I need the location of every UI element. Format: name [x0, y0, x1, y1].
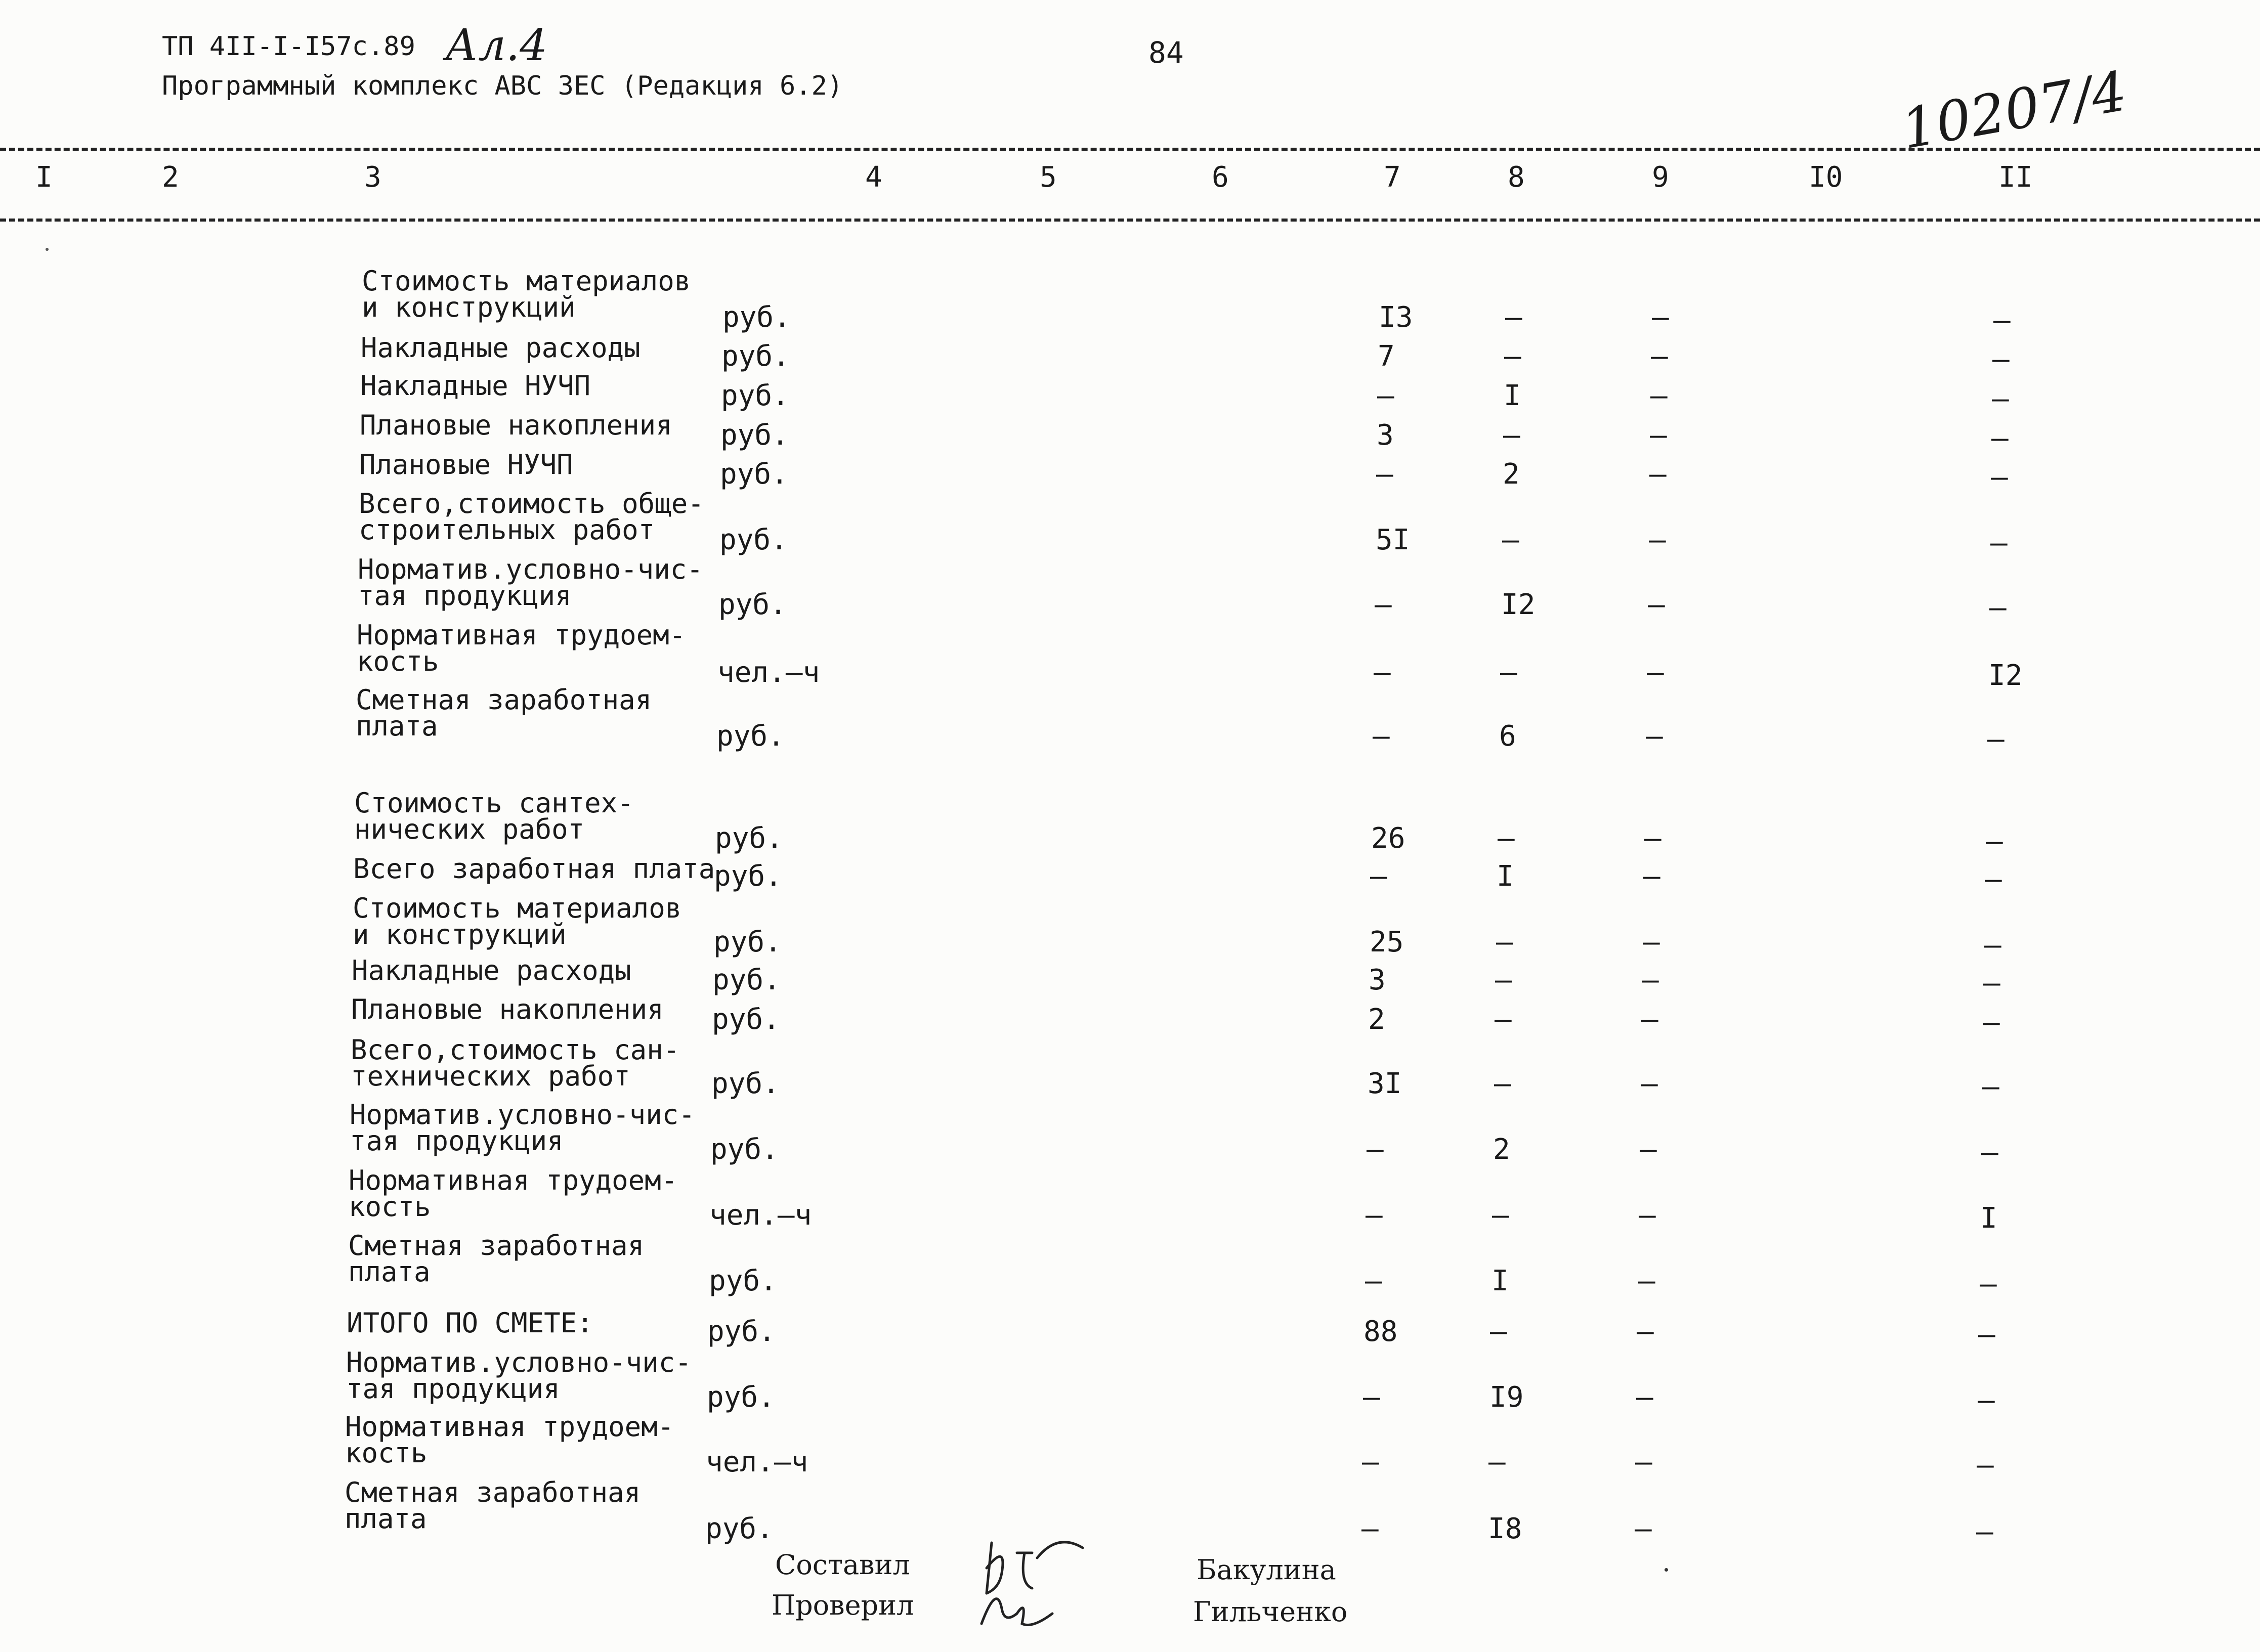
cell-col7: –: [1373, 720, 1390, 753]
row-unit: руб.: [721, 379, 789, 412]
cell-col9: –: [1652, 301, 1669, 334]
cell-col7: I3: [1379, 301, 1413, 334]
cell-col7: 26: [1371, 822, 1405, 855]
row-label: Накладные НУЧП: [360, 370, 591, 402]
row-label: Всего,стоимость сан- технических работ: [351, 1034, 680, 1092]
cell-col8: –: [1502, 524, 1519, 556]
column-number: II: [1998, 161, 2033, 194]
cell-col7: –: [1365, 1265, 1382, 1297]
column-number: 3: [364, 161, 381, 194]
compiled-label: Составил: [775, 1549, 910, 1581]
row-label: Стоимость материалов и конструкций: [362, 265, 691, 323]
cell-col7: 88: [1363, 1315, 1398, 1348]
cell-col9: –: [1643, 860, 1660, 893]
cell-col9: –: [1650, 379, 1668, 412]
cell-col7: 7: [1378, 340, 1395, 373]
cell-col11: –: [1978, 1318, 1995, 1351]
cell-col9: –: [1636, 1381, 1653, 1414]
cell-col8: I: [1497, 860, 1514, 893]
cell-col9: –: [1638, 1265, 1655, 1297]
cell-col8: –: [1490, 1315, 1507, 1348]
cell-col11: –: [1976, 1515, 1993, 1548]
row-label: Плановые накопления: [360, 409, 672, 441]
cell-col11: –: [1991, 422, 2009, 455]
cell-col8: I: [1491, 1265, 1509, 1297]
cell-col9: –: [1647, 656, 1664, 689]
cell-col8: I8: [1488, 1512, 1522, 1545]
cell-col7: 3: [1369, 964, 1386, 996]
row-unit: руб.: [718, 588, 787, 621]
cell-col7: –: [1375, 588, 1392, 621]
cell-col8: –: [1488, 1446, 1506, 1479]
cell-col7: 5I: [1376, 524, 1410, 556]
cell-col8: I2: [1501, 588, 1536, 621]
speck: [1665, 1568, 1668, 1572]
row-label: Всего,стоимость обще- строительных работ: [359, 488, 704, 546]
row-unit: руб.: [707, 1381, 775, 1414]
row-unit: руб.: [722, 301, 791, 334]
cell-col11: –: [1983, 967, 2000, 999]
cell-col11: –: [1984, 929, 2001, 962]
header-divider-top: [0, 148, 2260, 151]
cell-col9: –: [1639, 1199, 1656, 1232]
row-label: Накладные расходы: [361, 332, 641, 364]
cell-col8: –: [1495, 964, 1512, 996]
column-number: 8: [1508, 161, 1525, 194]
row-label: Стоимость материалов и конструкций: [353, 892, 682, 950]
cell-col9: –: [1635, 1446, 1652, 1479]
cell-col7: –: [1363, 1381, 1380, 1414]
row-label: Плановые накопления: [351, 993, 664, 1025]
cell-col11: –: [1977, 1449, 1994, 1482]
cell-col8: 6: [1499, 720, 1516, 753]
row-unit: руб.: [720, 458, 788, 491]
row-unit: руб.: [721, 340, 790, 373]
header-divider-bottom: [0, 219, 2260, 222]
handwritten-stamp-number: 10207/4: [1897, 60, 2131, 162]
cell-col11: –: [1993, 304, 2011, 337]
cell-col7: –: [1370, 860, 1387, 893]
cell-col8: –: [1504, 340, 1521, 373]
cell-col9: –: [1644, 822, 1661, 855]
cell-col9: –: [1641, 1003, 1658, 1036]
cell-col11: I: [1980, 1202, 1997, 1235]
row-unit: чел.–ч: [717, 656, 820, 689]
cell-col9: –: [1648, 588, 1665, 621]
cell-col9: –: [1643, 926, 1660, 959]
page-number: 84: [1148, 35, 1184, 70]
row-label: Стоимость сантех- нических работ: [354, 787, 634, 845]
cell-col11: –: [1989, 591, 2007, 624]
column-number: I: [35, 161, 53, 194]
row-label: Сметная заработная плата: [345, 1476, 641, 1535]
cell-col9: –: [1650, 419, 1667, 452]
cell-col9: –: [1640, 1133, 1657, 1166]
cell-col8: –: [1492, 1199, 1509, 1232]
row-unit: руб.: [709, 1265, 777, 1297]
cell-col8: I: [1504, 379, 1521, 412]
cell-col9: –: [1641, 1067, 1658, 1100]
row-unit: руб.: [719, 524, 788, 556]
cell-col8: –: [1503, 419, 1520, 452]
row-unit: руб.: [707, 1315, 776, 1348]
cell-col11: –: [1987, 723, 2005, 756]
row-unit: руб.: [714, 860, 782, 893]
row-label: Сметная заработная плата: [356, 684, 652, 742]
cell-col7: –: [1366, 1199, 1383, 1232]
program-title: Программный комплекс АВС 3ЕС (Редакция 6.2): [162, 71, 843, 101]
cell-col11: –: [1978, 1384, 1995, 1417]
row-label: Плановые НУЧП: [359, 449, 573, 481]
row-unit: руб.: [705, 1512, 774, 1545]
row-label: Нормативная трудоем- кость: [345, 1411, 674, 1469]
compiled-name: Бакулина: [1197, 1554, 1336, 1586]
speck: [46, 248, 49, 251]
row-label: Нормативная трудоем- кость: [357, 619, 686, 677]
row-unit: руб.: [710, 1133, 779, 1166]
checked-name: Гильченко: [1193, 1596, 1348, 1628]
cell-col7: 2: [1368, 1003, 1385, 1036]
handwritten-mark: Ал.4: [445, 20, 547, 71]
cell-col8: 2: [1493, 1133, 1510, 1166]
column-number: 9: [1652, 161, 1669, 194]
cell-col9: –: [1642, 964, 1659, 996]
cell-col11: –: [1980, 1268, 1997, 1300]
cell-col9: –: [1637, 1315, 1654, 1348]
cell-col8: I9: [1489, 1381, 1524, 1414]
cell-col7: –: [1367, 1133, 1384, 1166]
cell-col7: 3I: [1368, 1067, 1402, 1100]
row-unit: руб.: [712, 964, 781, 996]
cell-col11: –: [1990, 527, 2008, 559]
cell-col8: –: [1494, 1067, 1511, 1100]
row-unit: руб.: [715, 822, 783, 855]
cell-col8: –: [1496, 926, 1513, 959]
cell-col11: –: [1981, 1136, 1998, 1169]
cell-col8: 2: [1503, 458, 1520, 491]
column-number: 2: [162, 161, 179, 194]
doc-code: ТП 4II-I-I57с.89: [162, 31, 415, 62]
column-number: 6: [1212, 161, 1229, 194]
column-number: 7: [1384, 161, 1401, 194]
row-unit: руб.: [712, 1003, 780, 1036]
cell-col7: –: [1377, 379, 1394, 412]
row-label: Накладные расходы: [352, 954, 631, 986]
row-unit: руб.: [716, 720, 785, 753]
cell-col11: –: [1991, 461, 2008, 494]
row-unit: чел.–ч: [709, 1199, 812, 1232]
row-label: Норматив.условно-чис- тая продукция: [346, 1346, 692, 1405]
cell-col9: –: [1649, 458, 1667, 491]
column-number: 5: [1040, 161, 1057, 194]
cell-col7: 3: [1377, 419, 1394, 452]
cell-col11: –: [1982, 1070, 1999, 1103]
cell-col7: –: [1361, 1512, 1379, 1545]
row-unit: руб.: [711, 1067, 780, 1100]
cell-col8: –: [1500, 656, 1517, 689]
row-unit: чел.–ч: [706, 1446, 808, 1479]
cell-col7: –: [1362, 1446, 1379, 1479]
column-number: I0: [1809, 161, 1843, 194]
row-unit: руб.: [713, 926, 782, 959]
cell-col9: –: [1649, 524, 1666, 556]
row-label: ИТОГО ПО СМЕТЕ:: [347, 1307, 593, 1339]
row-label: Нормативная трудоем- кость: [349, 1164, 678, 1223]
cell-col7: 25: [1370, 926, 1404, 959]
cell-col8: –: [1495, 1003, 1512, 1036]
cell-col9: –: [1635, 1512, 1652, 1545]
row-unit: руб.: [720, 419, 789, 452]
cell-col7: –: [1374, 656, 1391, 689]
cell-col11: –: [1992, 343, 2010, 376]
cell-col11: –: [1986, 825, 2003, 858]
row-label: Сметная заработная плата: [348, 1230, 645, 1288]
row-label: Норматив.условно-чис- тая продукция: [358, 553, 703, 612]
handwritten-signature: [971, 1523, 1113, 1634]
row-label: Норматив.условно-чис- тая продукция: [350, 1099, 695, 1157]
cell-col8: –: [1505, 301, 1522, 334]
row-label: Всего заработная плата: [353, 853, 715, 885]
column-number: 4: [865, 161, 882, 194]
cell-col11: –: [1992, 382, 2009, 415]
cell-col11: –: [1985, 863, 2002, 896]
checked-label: Проверил: [772, 1589, 914, 1621]
cell-col11: –: [1983, 1006, 2000, 1039]
cell-col9: –: [1646, 720, 1663, 753]
cell-col7: –: [1376, 458, 1393, 491]
cell-col8: –: [1498, 822, 1515, 855]
cell-col11: I2: [1988, 659, 2023, 692]
cell-col9: –: [1651, 340, 1668, 373]
